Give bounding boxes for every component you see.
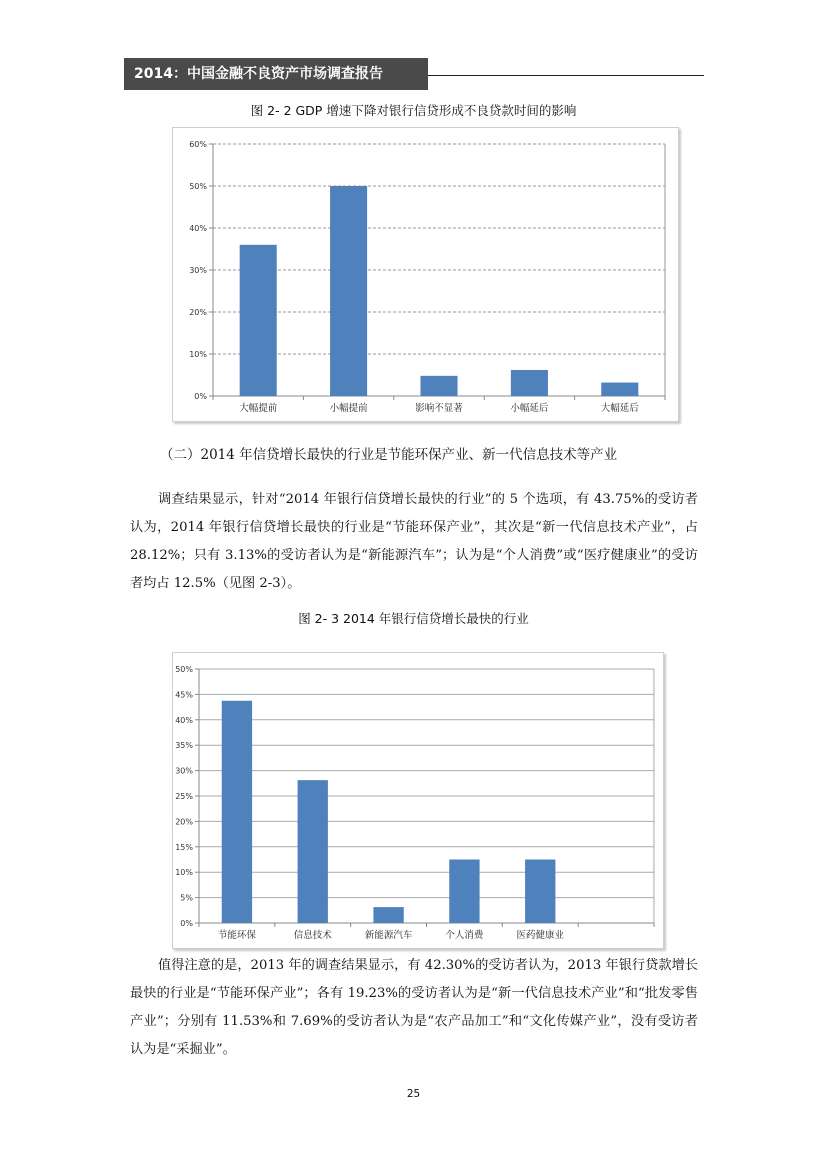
fig22-y-tick-label: 10% bbox=[189, 350, 207, 359]
fig22-x-category-label: 小幅提前 bbox=[329, 403, 368, 414]
fig22-y-tick-label: 50% bbox=[189, 182, 207, 191]
fig23-y-tick-label: 5% bbox=[180, 893, 193, 903]
fig22-x-category-label: 小幅延后 bbox=[510, 403, 549, 414]
figure-2-2-bar-chart bbox=[173, 128, 678, 421]
fig22-bar bbox=[330, 186, 367, 396]
fig22-x-category-label: 影响不显著 bbox=[415, 403, 463, 414]
header-rule bbox=[428, 75, 704, 76]
figure-2-2-title: 图 2- 2 GDP 增速下降对银行信贷形成不良贷款时间的影响 bbox=[250, 103, 577, 118]
fig23-bar bbox=[298, 780, 328, 923]
fig23-bar bbox=[222, 701, 252, 923]
fig22-y-tick-label: 20% bbox=[189, 308, 207, 317]
fig22-y-tick-label: 30% bbox=[189, 266, 207, 275]
fig23-y-tick-label: 0% bbox=[180, 919, 193, 928]
section-heading: （二）2014 年信贷增长最快的行业是节能环保产业、新一代信息技术等产业 bbox=[160, 447, 618, 463]
fig23-y-tick-label: 40% bbox=[175, 715, 193, 725]
figure-2-3-title: 图 2- 3 2014 年银行信贷增长最快的行业 bbox=[298, 611, 529, 626]
fig23-y-tick-label: 10% bbox=[175, 868, 193, 878]
fig22-bar bbox=[511, 370, 548, 396]
figure-2-3-bar-chart bbox=[173, 653, 663, 948]
fig23-y-tick-label: 30% bbox=[175, 766, 193, 776]
fig22-bar bbox=[601, 383, 638, 396]
fig23-y-tick-label: 15% bbox=[175, 842, 193, 852]
page-number: 25 bbox=[406, 1088, 421, 1100]
fig22-bar bbox=[420, 376, 457, 396]
fig22-y-tick-label: 0% bbox=[194, 392, 207, 401]
fig23-x-category-label: 新能源汽车 bbox=[364, 930, 413, 941]
fig22-x-category-label: 大幅提前 bbox=[239, 403, 278, 414]
fig23-x-category-label: 信息技术 bbox=[293, 930, 332, 941]
fig22-bar bbox=[240, 245, 277, 396]
fig23-bar bbox=[525, 860, 555, 924]
fig23-bar bbox=[373, 907, 403, 923]
fig22-y-tick-label: 40% bbox=[189, 224, 207, 233]
figure-2-2-chart-frame bbox=[172, 127, 679, 422]
fig22-y-tick-label: 60% bbox=[189, 140, 207, 149]
fig23-y-tick-label: 45% bbox=[175, 690, 193, 700]
fig22-x-category-label: 大幅延后 bbox=[600, 403, 639, 414]
report-header-title: 2014：中国金融不良资产市场调查报告 bbox=[124, 58, 428, 90]
fig23-y-tick-label: 25% bbox=[175, 792, 193, 801]
fig23-x-category-label: 节能环保 bbox=[217, 930, 256, 941]
paragraph-survey-results: 调查结果显示，针对“2014 年银行信贷增长最快的行业”的 5 个选项，有 43.75%的受访者认为，2014 年银行信贷增长最快的行业是“节能环保产业”，其次是“新一代信息技术产业”，占 28.12%；只有 3.13%的受访者认为是“新能源汽车”；认为是“个人消费”或“医疗健康业”的受访者均占 12.5%（见图 2-3）。 bbox=[130, 492, 698, 591]
fig23-x-category-label: 医药健康业 bbox=[516, 930, 565, 941]
figure-2-3-chart-frame bbox=[172, 652, 664, 949]
fig23-x-category-label: 个人消费 bbox=[445, 930, 484, 941]
paragraph-2013-comparison: 值得注意的是，2013 年的调查结果显示，有 42.30%的受访者认为，2013 年银行贷款增长最快的行业是“节能环保产业”；各有 19.23%的受访者认为是“新一代信息技术产业”和“批发零售产业”；分别有 11.53%和 7.69%的受访者认为是“农产品加工”和“文化传媒产业”，没有受访者认为是“采掘业”。 bbox=[130, 958, 698, 1057]
fig23-bar bbox=[449, 860, 479, 924]
fig23-y-tick-label: 20% bbox=[175, 817, 193, 827]
fig23-y-tick-label: 35% bbox=[175, 741, 193, 751]
fig23-y-tick-label: 50% bbox=[175, 665, 193, 674]
